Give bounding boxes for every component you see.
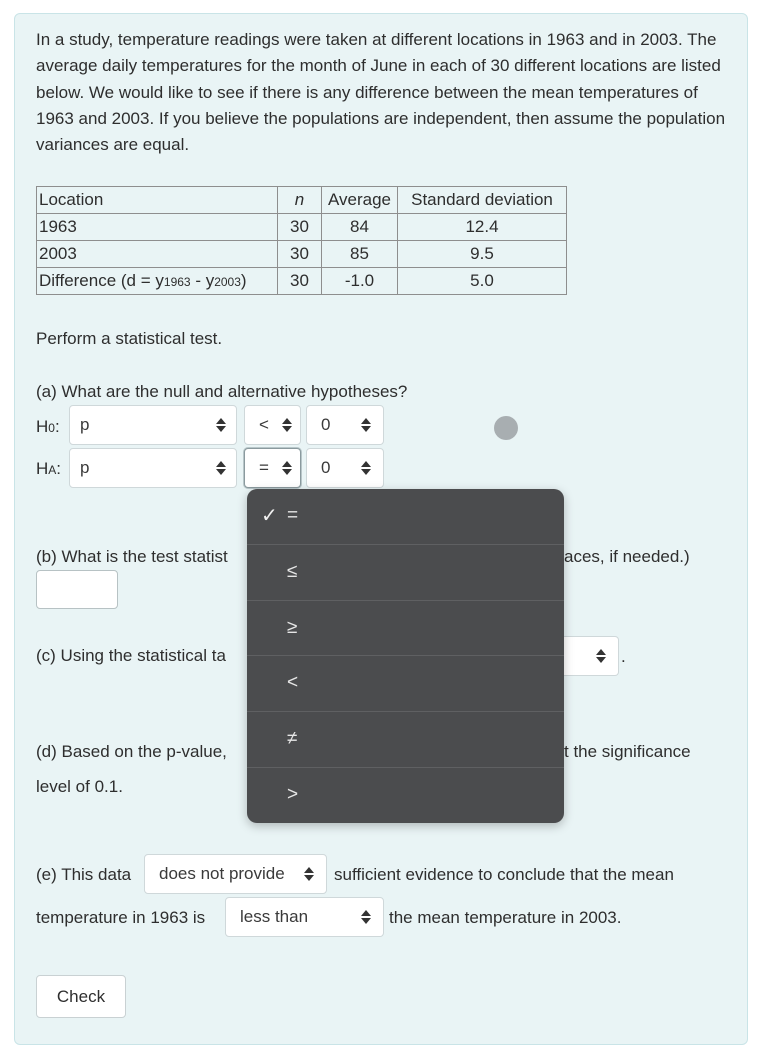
h0-value-select[interactable] (306, 405, 384, 445)
cell-location (37, 268, 278, 295)
ha-operator-select[interactable] (244, 448, 301, 488)
updown-arrow-icon (216, 417, 226, 433)
option-label: = (287, 505, 299, 526)
option-label: ≥ (287, 617, 298, 638)
cell-sd: 9.5 (398, 241, 567, 268)
dropdown-option-ge[interactable] (247, 600, 564, 655)
ha-label (36, 459, 61, 479)
h0-colon: : (54, 417, 60, 436)
header-average: Average (322, 187, 398, 214)
updown-arrow-icon (361, 460, 371, 476)
checkmark-icon: ✓ (261, 505, 278, 527)
part-e-line2-prefix: temperature in 1963 is (36, 908, 206, 927)
header-n: n (278, 187, 322, 214)
updown-arrow-icon (596, 648, 606, 664)
dropdown-option-ne[interactable] (247, 711, 564, 766)
h0-letter: H (36, 417, 49, 436)
cell-sd: 5.0 (398, 268, 567, 295)
cell-average: 85 (322, 241, 398, 268)
dropdown-option-gt[interactable] (247, 767, 564, 822)
h0-parameter-value: p (80, 415, 90, 434)
ha-value-select[interactable] (306, 448, 384, 488)
cell-n: 30 (278, 268, 322, 295)
cell-sd: 12.4 (398, 214, 567, 241)
evidence-select[interactable] (144, 854, 327, 894)
h0-subscript: 0 (48, 421, 55, 435)
h0-parameter-select[interactable] (69, 405, 237, 445)
updown-arrow-icon (361, 417, 371, 433)
cell-n: 30 (278, 241, 322, 268)
option-label: ≤ (287, 561, 298, 582)
h0-value-value: 0 (321, 415, 331, 434)
diff-sub2: 2003 (214, 275, 241, 289)
table-header-row (37, 187, 567, 214)
diff-sub1: 1963 (163, 275, 191, 289)
option-label: > (287, 784, 299, 805)
option-label: < (287, 672, 299, 693)
updown-arrow-icon (216, 460, 226, 476)
part-d-question-right: t the significance (564, 742, 691, 761)
ha-subscript: A (48, 463, 57, 477)
data-table (36, 186, 567, 295)
part-b-question-right: aces, if needed.) (564, 547, 690, 566)
h0-operator-select[interactable] (244, 405, 301, 445)
cell-average: 84 (322, 214, 398, 241)
updown-arrow-icon (304, 866, 314, 882)
table-row (37, 241, 567, 268)
ha-parameter-select[interactable] (69, 448, 237, 488)
table-row (37, 268, 567, 295)
h0-label (36, 417, 60, 437)
part-b-question-left: (b) What is the test statist (36, 547, 228, 566)
cell-average: -1.0 (322, 268, 398, 295)
ha-value-value: 0 (321, 458, 331, 477)
ha-parameter-value: p (80, 458, 90, 477)
problem-intro: In a study, temperature readings were taken at different locations in 1963 and in 2003. The average daily temperatures for the month of June in each of 30 different locations are listed below. We would like to see if there is any difference between the mean temperatures of 1963 and 2003. If you believe the populations are independent, then assume the population variances are equal. (36, 30, 726, 155)
comparison-select-value: less than (240, 907, 309, 926)
updown-arrow-icon (282, 417, 292, 433)
perform-instruction: Perform a statistical test. (36, 329, 223, 348)
updown-arrow-icon (361, 909, 371, 925)
cell-location: 2003 (37, 241, 278, 268)
ha-letter: H (36, 459, 49, 478)
comparison-select[interactable] (225, 897, 384, 937)
header-sd: Standard deviation (398, 187, 567, 214)
part-a-question: (a) What are the null and alternative hypotheses? (36, 382, 408, 401)
diff-prefix: Difference (d = y (39, 271, 164, 290)
part-e-prefix: (e) This data (36, 865, 132, 884)
cursor-dot-icon (494, 416, 518, 440)
part-d-line2: level of 0.1. (36, 777, 123, 796)
part-c-period: . (621, 647, 626, 666)
updown-arrow-icon (282, 460, 292, 476)
p-value-select[interactable] (564, 636, 619, 676)
header-location: Location (37, 187, 278, 214)
evidence-select-value: does not provide (159, 864, 285, 883)
ha-colon: : (56, 459, 62, 478)
dropdown-option-equals[interactable] (247, 489, 564, 544)
cell-location: 1963 (37, 214, 278, 241)
test-statistic-input[interactable] (36, 570, 118, 609)
operator-dropdown-menu (247, 489, 564, 823)
diff-mid: - y (190, 271, 215, 290)
cell-n: 30 (278, 214, 322, 241)
part-e-suffix: the mean temperature in 2003. (389, 908, 622, 927)
part-d-question-left: (d) Based on the p-value, (36, 742, 227, 761)
part-e-middle: sufficient evidence to conclude that the mean (334, 865, 674, 884)
table-row (37, 214, 567, 241)
dropdown-option-le[interactable] (247, 544, 564, 599)
check-button[interactable]: Check (36, 975, 126, 1018)
diff-suffix: ) (240, 271, 247, 290)
dropdown-option-lt[interactable] (247, 655, 564, 710)
option-label: ≠ (287, 728, 298, 749)
ha-operator-value: = (259, 458, 269, 477)
part-c-question-left: (c) Using the statistical ta (36, 646, 226, 665)
h0-operator-value: < (259, 415, 269, 434)
